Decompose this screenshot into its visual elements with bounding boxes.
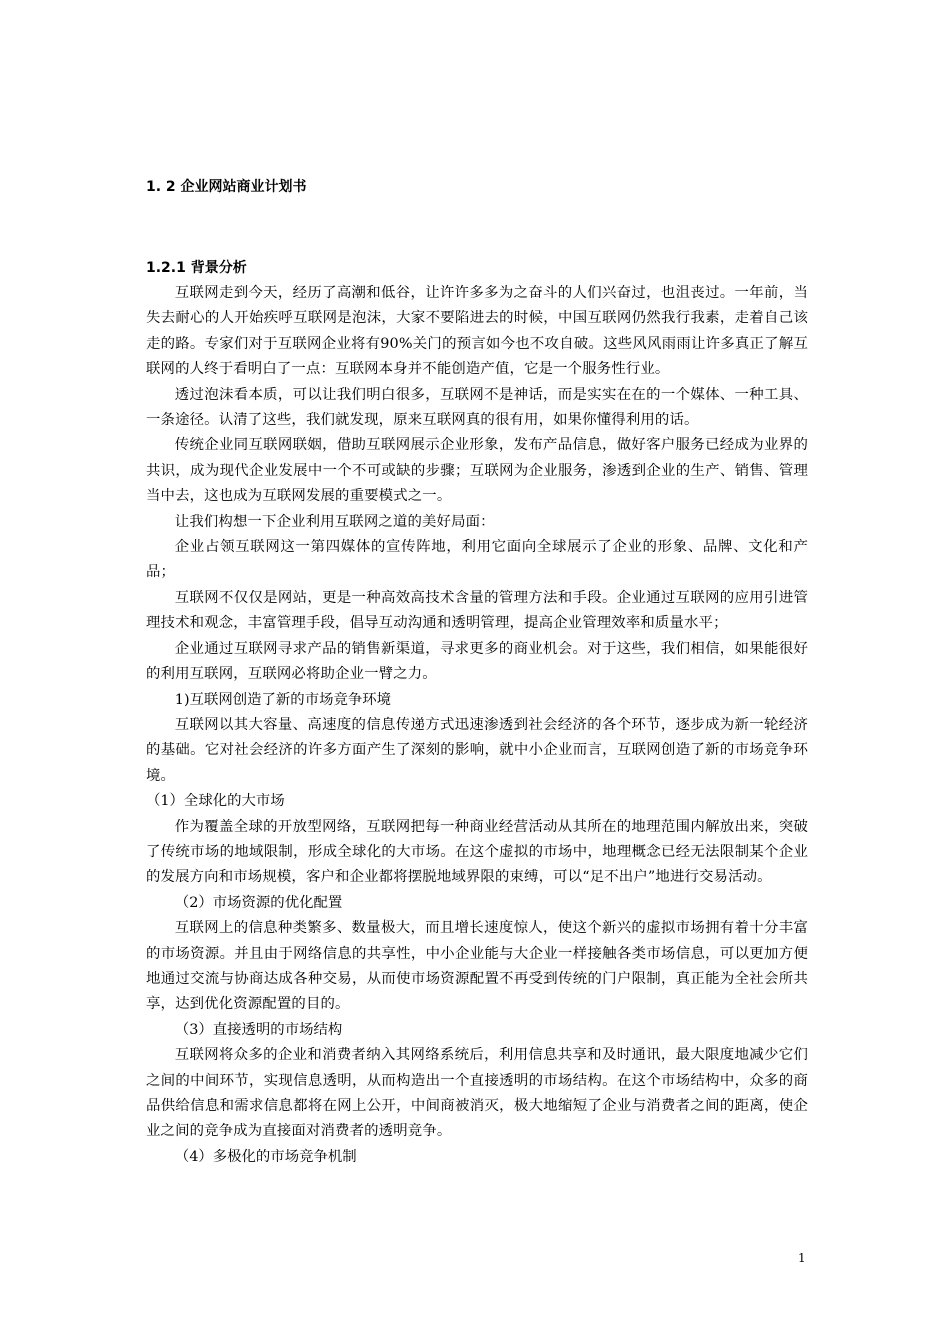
paragraph: 互联网走到今天，经历了高潮和低谷，让许许多多为之奋斗的人们兴奋过，也沮丧过。一年前，当失去耐心的人开始疾呼互联网是泡沫，大家不要陷进去的时候，中国互联网仍然我行我素，走着自己该走的路。专家们对于互联网企业将有90%关门的预言如今也不攻自破。这些风风雨雨让许多真正了解互联网的人终于看明白了一点：互联网本身并不能创造产值，它是一个服务性行业。 <box>146 285 808 378</box>
list-item-title: （3）直接透明的市场结构 <box>174 1021 343 1038</box>
paragraph: 传统企业同互联网联姻，借助互联网展示企业形象，发布产品信息，做好客户服务已经成为业界的共识，成为现代企业发展中一个不可或缺的步骤；互联网为企业服务，渗透到企业的生产、销售、管理当中去，这也成为互联网发展的重要模式之一。 <box>146 437 808 505</box>
list-item-title: （1）全球化的大市场 <box>146 793 285 810</box>
page-number: 1 <box>798 1251 806 1265</box>
paragraph: 互联网不仅仅是网站，更是一种高效高技术含量的管理方法和手段。企业通过互联网的应用引进管理技术和观念，丰富管理手段，倡导互动沟通和透明管理，提高企业管理效率和质量水平； <box>146 589 808 632</box>
paragraph: 透过泡沫看本质，可以让我们明白很多，互联网不是神话，而是实实在在的一个媒体、一种工具、一条途径。认清了这些，我们就发现，原来互联网真的很有用，如果你懂得利用的话。 <box>146 386 808 429</box>
paragraph: 互联网以其大容量、高速度的信息传递方式迅速渗透到社会经济的各个环节，逐步成为新一轮经济的基础。它对社会经济的许多方面产生了深刻的影响，就中小企业而言，互联网创造了新的市场竞争环境。 <box>146 716 808 784</box>
page-title: 1. 2 企业网站商业计划书 <box>146 179 307 195</box>
paragraph: 让我们构想一下企业利用互联网之道的美好局面： <box>174 513 495 530</box>
page-content <box>146 173 808 1170</box>
paragraph: 互联网上的信息种类繁多、数量极大，而且增长速度惊人，使这个新兴的虚拟市场拥有着十分丰富的市场资源。并且由于网络信息的共享性，中小企业能与大企业一样接触各类市场信息，可以更加方便地通过交流与协商达成各种交易，从而使市场资源配置不再受到传统的门户限制，真正能为全社会所共享，达到优化资源配置的目的。 <box>146 920 808 1013</box>
paragraph: 企业通过互联网寻求产品的销售新渠道，寻求更多的商业机会。对于这些，我们相信，如果能很好的利用互联网，互联网必将助企业一臂之力。 <box>146 640 808 683</box>
paragraph: 互联网将众多的企业和消费者纳入其网络系统后，利用信息共享和及时通讯，最大限度地减少它们之间的中间环节，实现信息透明，从而构造出一个直接透明的市场结构。在这个市场结构中，众多的商品供给信息和需求信息都将在网上公开，中间商被消灭，极大地缩短了企业与消费者之间的距离，使企业之间的竞争成为直接面对消费者的透明竞争。 <box>146 1047 808 1140</box>
paragraph: 企业占领互联网这一第四媒体的宣传阵地，利用它面向全球展示了企业的形象、品牌、文化和产品； <box>146 539 808 581</box>
section-heading: 1.2.1 背景分析 <box>146 260 247 276</box>
paragraph: 作为覆盖全球的开放型网络，互联网把每一种商业经营活动从其所在的地理范围内解放出来，突破了传统市场的地域限制，形成全球化的大市场。在这个虚拟的市场中，地理概念已经无法限制某个企业的发展方向和市场规模，客户和企业都将摆脱地域界限的束缚，可以“足不出户”地进行交易活动。 <box>146 818 808 886</box>
subsection-title: 1)互联网创造了新的市场竞争环境 <box>174 691 392 708</box>
list-item-title: （4）多极化的市场竞争机制 <box>174 1148 357 1165</box>
list-item-title: （2）市场资源的优化配置 <box>174 894 343 911</box>
